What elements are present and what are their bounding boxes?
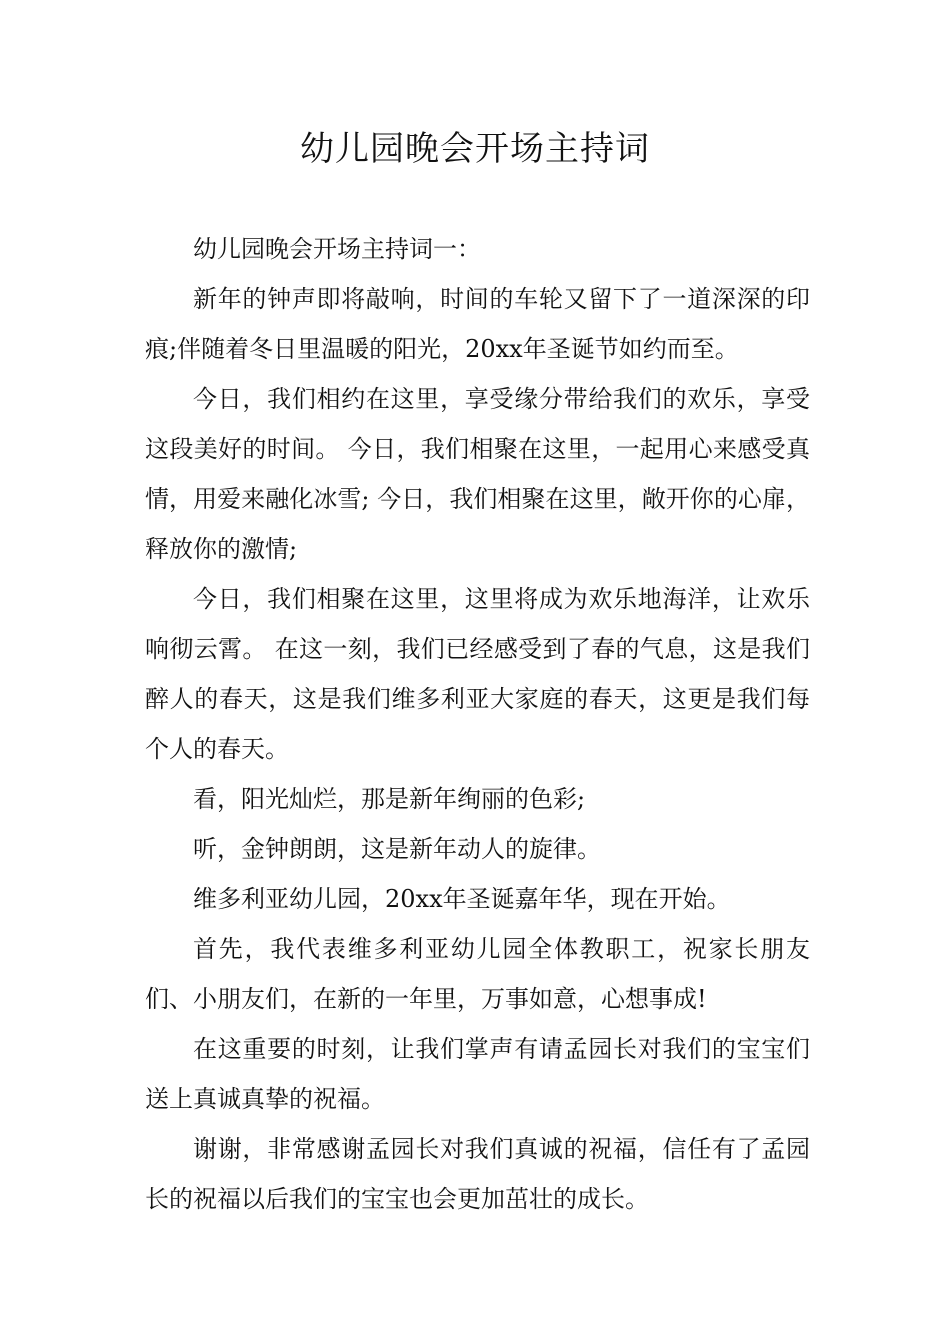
paragraph: 在这重要的时刻，让我们掌声有请孟园长对我们的宝宝们送上真诚真挚的祝福。	[145, 1035, 810, 1113]
paragraph: 看，阳光灿烂，那是新年绚丽的色彩;	[193, 785, 586, 813]
document-title: 幼儿园晚会开场主持词	[300, 129, 650, 169]
paragraph: 维多利亚幼儿园，20xx年圣诞嘉年华，现在开始。	[193, 885, 731, 913]
paragraph: 今日，我们相聚在这里，这里将成为欢乐地海洋，让欢乐响彻云霄。 在这一刻，我们已经感受到了春的气息，这是我们醉人的春天，这是我们维多利亚大家庭的春天，这更是我们每个人的春天。	[145, 585, 810, 763]
paragraph: 谢谢，非常感谢孟园长对我们真诚的祝福，信任有了孟园长的祝福以后我们的宝宝也会更加茁壮的成长。	[145, 1135, 810, 1213]
paragraph: 听，金钟朗朗，这是新年动人的旋律。	[193, 835, 601, 863]
paragraph: 首先，我代表维多利亚幼儿园全体教职工，祝家长朋友们、小朋友们，在新的一年里，万事如意，心想事成!	[145, 935, 810, 1013]
paragraph-heading: 幼儿园晚会开场主持词一：	[193, 235, 481, 263]
document-body	[145, 224, 810, 1224]
paragraph: 新年的钟声即将敲响，时间的车轮又留下了一道深深的印痕;伴随着冬日里温暖的阳光，20xx年圣诞节如约而至。	[145, 285, 810, 363]
paragraph: 今日，我们相约在这里，享受缘分带给我们的欢乐，享受这段美好的时间。 今日，我们相聚在这里，一起用心来感受真情，用爱来融化冰雪; 今日，我们相聚在这里，敞开你的心扉，释放你的激情;	[145, 385, 810, 563]
